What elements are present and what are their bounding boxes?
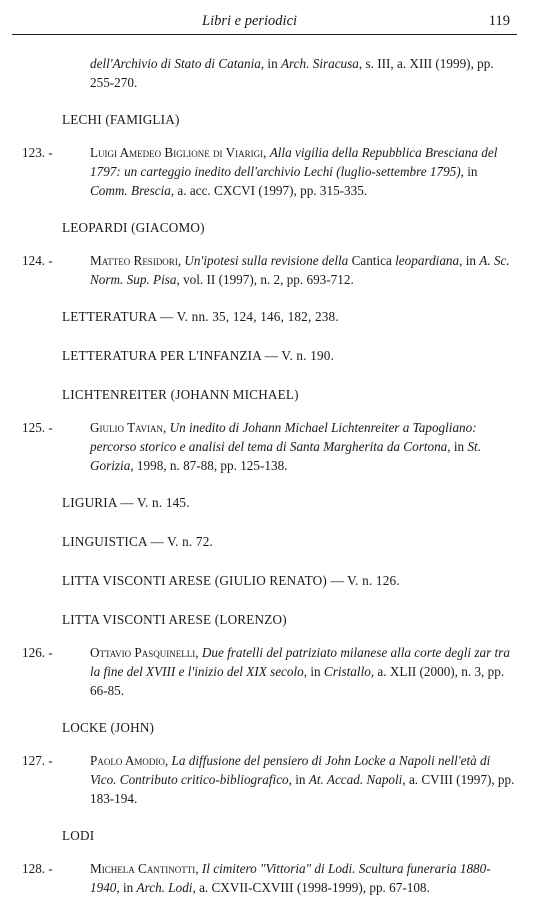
- entry-text: Ottavio Pasquinelli, Due fratelli del patriziato milanese alla corte degli zar tra la fine del XVIII e l'inizio del XIX secolo, in Cristallo, a. XLII (2000), n. 3, pp. 66-85.: [90, 645, 510, 698]
- entry-author: Michela Cantinotti: [90, 861, 196, 876]
- entry-number: 124. -: [22, 253, 53, 268]
- entry-details: , 1998, n. 87-88, pp. 125-138.: [130, 458, 288, 473]
- entry-123: [0, 143, 550, 200]
- entry-title: Alla vigilia della Repubblica Bresciana del 1797: un carteggio inedito dell'archivio Lechi (luglio-settembre 1795): [90, 145, 498, 179]
- entry-title: Un'ipotesi sulla revisione della: [184, 253, 352, 268]
- section-heading-liguria: LIGURIA — V. n. 145.: [62, 495, 190, 510]
- section-heading-locke: LOCKE (JOHN): [62, 720, 155, 735]
- bibliography-content: [0, 54, 550, 915]
- entry-title: La diffusione del pensiero di John Locke a Napoli nell'età di Vico. Contributo critico-bibliografico: [90, 753, 491, 787]
- entry-125: [0, 418, 550, 475]
- entry-number: 123. -: [22, 145, 53, 160]
- entry-text: Paolo Amodio, La diffusione del pensiero di John Locke a Napoli nell'età di Vico. Contributo critico-bibliografico, in At. Accad. Napoli, a. CVIII (1997), pp. 183-194.: [90, 753, 515, 806]
- entry-details: , vol. II (1997), n. 2, pp. 693-712.: [176, 272, 354, 287]
- entry-number: 128. -: [22, 861, 53, 876]
- entry-text: Matteo Residori, Un'ipotesi sulla revisione della Cantica leopardiana, in A. Sc. Norm. Sup. Pisa, vol. II (1997), n. 2, pp. 693-712.: [90, 253, 510, 287]
- entry-title: Il cimitero "Vittoria" di Lodi. Scultura funeraria 1880-1940: [90, 861, 491, 895]
- entry-continuation: dell'Archivio di Stato di Catania, in Arch. Siracusa, s. III, a. XIII (1999), pp. 255-270.: [90, 56, 494, 90]
- section-heading-lichtenreiter: LICHTENREITER (JOHANN MICHAEL): [62, 387, 299, 402]
- entry-details: , a. XLII (2000), n. 3, pp. 66-85.: [90, 664, 505, 698]
- section-heading-letteratura-infanzia: LETTERATURA PER L'INFANZIA — V. n. 190.: [62, 348, 335, 363]
- entry-number: 125. -: [22, 420, 53, 435]
- entry-author: Matteo Residori: [90, 253, 178, 268]
- entry-title: Un inedito di Johann Michael Lichtenreiter a Tapogliano: percorso storico e analisi del tema di Santa Margherita da Cortona: [90, 420, 477, 454]
- entry-text: Luigi Amedeo Biglione di Viarigi, Alla vigilia della Repubblica Bresciana del 1797: un carteggio inedito dell'archivio Lechi (luglio-settembre 1795), in Comm. Brescia, a. acc. CXCVI (1997), pp. 315-335.: [90, 145, 498, 198]
- header-rule: [12, 34, 517, 35]
- section-heading-lodi: LODI: [62, 828, 95, 843]
- entry-author: Luigi Amedeo Biglione di Viarigi: [90, 145, 264, 160]
- entry-journal: St. Gorizia: [90, 439, 481, 473]
- entry-author: Paolo Amodio: [90, 753, 165, 768]
- running-title: Libri e periodici: [202, 13, 298, 29]
- entry-author: Ottavio Pasquinelli: [90, 645, 196, 660]
- entry-128: [0, 859, 550, 897]
- entry-title: Due fratelli del patriziato milanese alla corte degli zar tra la fine del XVIII e l'inizio del XIX secolo: [90, 645, 510, 679]
- page-number: 119: [488, 13, 510, 29]
- entry-journal: Arch. Lodi: [136, 880, 193, 895]
- entry-title-roman: Cantica: [351, 253, 392, 268]
- entry-126: [0, 643, 550, 700]
- entry-124: [0, 251, 550, 289]
- entry-journal: Cristallo: [323, 664, 371, 679]
- entry-journal: At. Accad. Napoli: [308, 772, 403, 787]
- section-heading-lechi: LECHI (FAMIGLIA): [62, 112, 180, 127]
- entry-details: , a. acc. CXCVI (1997), pp. 315-335.: [170, 183, 368, 198]
- section-heading-leopardi: LEOPARDI (GIACOMO): [62, 220, 205, 235]
- entry-journal: Comm. Brescia: [90, 183, 171, 198]
- entry-journal: A. Sc. Norm. Sup. Pisa: [90, 253, 510, 287]
- section-heading-litta-lorenzo: LITTA VISCONTI ARESE (LORENZO): [62, 612, 287, 627]
- section-heading-letteratura: LETTERATURA — V. nn. 35, 124, 146, 182, 238.: [62, 309, 339, 324]
- section-heading-linguistica: LINGUISTICA — V. n. 72.: [62, 534, 214, 549]
- page-header: [0, 10, 550, 40]
- entry-127: [0, 751, 550, 808]
- entry-text: Michela Cantinotti, Il cimitero "Vittoria" di Lodi. Scultura funeraria 1880-1940, in Arch. Lodi, a. CXVII-CXVIII (1998-1999), pp. 67-108.: [90, 861, 491, 895]
- entry-text: Giulio Tavian, Un inedito di Johann Michael Lichtenreiter a Tapogliano: percorso storico e analisi del tema di Santa Margherita da Cortona, in St. Gorizia, 1998, n. 87-88, pp. 125-138.: [90, 420, 481, 473]
- entry-details: , a. CVIII (1997), pp. 183-194.: [90, 772, 515, 806]
- entry-number: 127. -: [22, 753, 53, 768]
- entry-number: 126. -: [22, 645, 53, 660]
- entry-author: Giulio Tavian: [90, 420, 163, 435]
- section-heading-litta-giulio: LITTA VISCONTI ARESE (GIULIO RENATO) — V. n. 126.: [62, 573, 400, 588]
- entry-details: , a. CXVII-CXVIII (1998-1999), pp. 67-108.: [192, 880, 430, 895]
